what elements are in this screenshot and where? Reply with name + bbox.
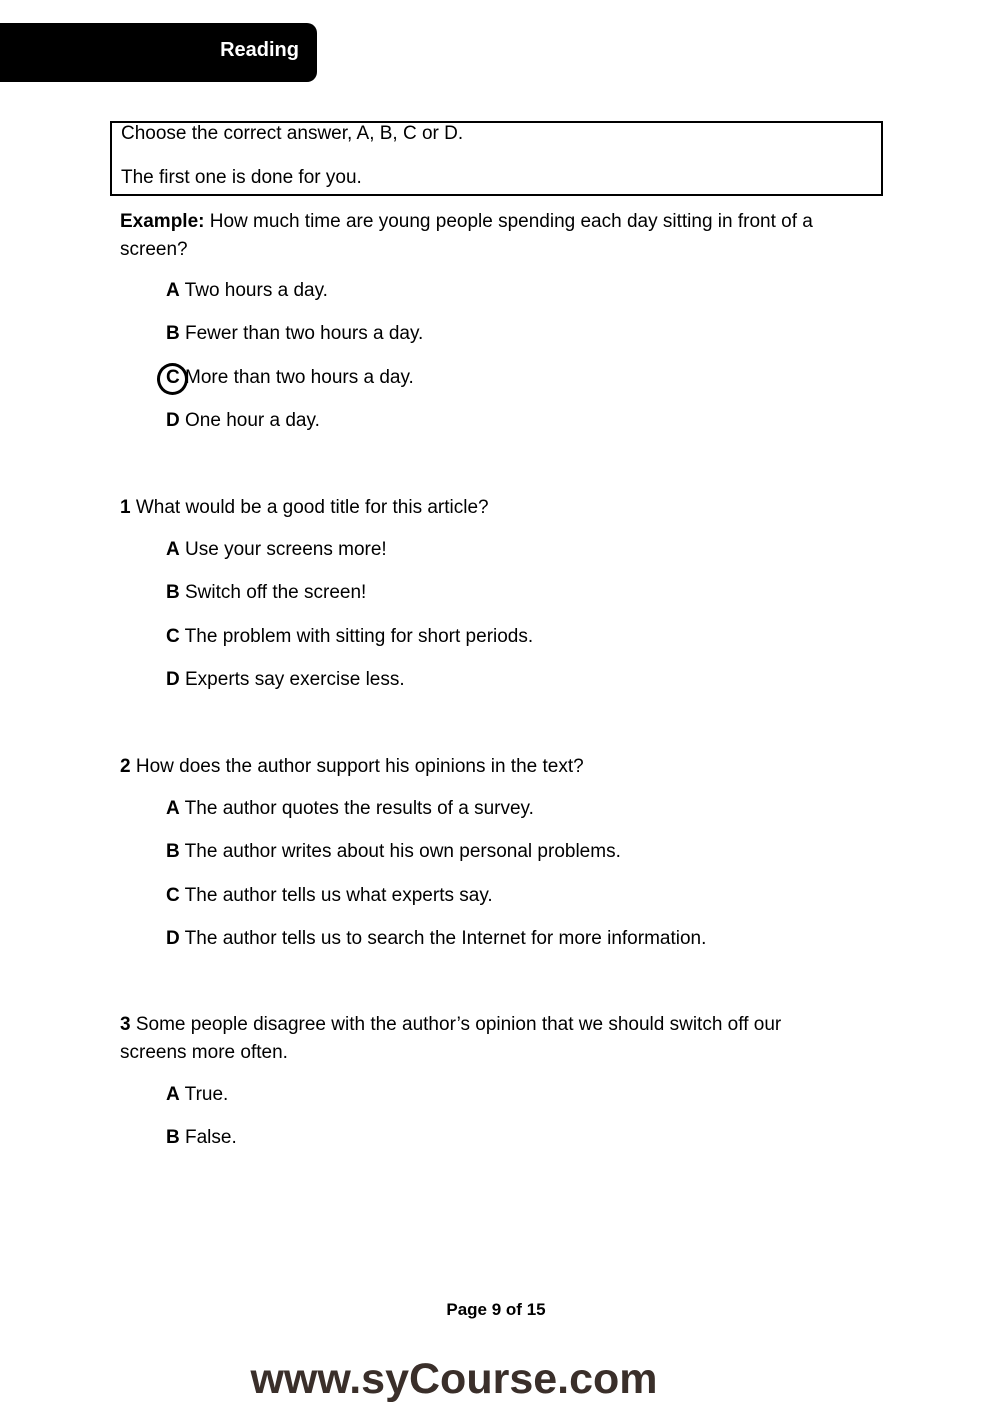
section-tab-label: Reading bbox=[220, 39, 299, 61]
option-letter: A bbox=[166, 280, 180, 301]
watermark: www.syCourse.com bbox=[250, 1355, 658, 1403]
option-letter: B bbox=[166, 582, 180, 603]
question-3 bbox=[120, 1011, 840, 1067]
q2-option-d bbox=[166, 925, 706, 953]
question-number: 2 bbox=[120, 756, 131, 777]
q3-option-b bbox=[166, 1124, 237, 1152]
option-text: The author writes about his own personal problems. bbox=[179, 841, 621, 862]
option-text: The problem with sitting for short periods. bbox=[179, 626, 534, 647]
question-number: 1 bbox=[120, 497, 131, 518]
page-current: 9 bbox=[491, 1300, 502, 1319]
option-letter: D bbox=[166, 928, 180, 949]
option-text: Experts say exercise less. bbox=[179, 669, 405, 690]
example-option-d bbox=[166, 407, 320, 435]
q1-option-d bbox=[166, 666, 405, 694]
example-option-b bbox=[166, 320, 423, 348]
page-of: of bbox=[501, 1300, 527, 1319]
option-text: True. bbox=[179, 1084, 229, 1105]
question-text: What would be a good title for this article? bbox=[130, 497, 489, 518]
q1-option-c bbox=[166, 623, 533, 651]
option-letter: C bbox=[166, 626, 180, 647]
q1-option-a bbox=[166, 536, 387, 564]
option-text: The author quotes the results of a survey. bbox=[179, 798, 534, 819]
option-letter: B bbox=[166, 841, 180, 862]
example-option-c bbox=[166, 364, 414, 392]
instructions-line-1: Choose the correct answer, A, B, C or D. bbox=[121, 123, 464, 144]
option-text: False. bbox=[179, 1127, 237, 1148]
option-text: More than two hours a day. bbox=[179, 367, 414, 388]
option-letter: B bbox=[166, 323, 180, 344]
question-text: Some people disagree with the author’s opinion that we should switch off our screens more often. bbox=[120, 1014, 782, 1063]
page-total: 15 bbox=[526, 1300, 546, 1319]
option-text: Fewer than two hours a day. bbox=[179, 323, 424, 344]
question-1 bbox=[120, 494, 860, 522]
option-letter: C bbox=[166, 885, 180, 906]
instructions-box bbox=[110, 121, 883, 196]
option-letter: A bbox=[166, 798, 180, 819]
option-letter: D bbox=[166, 410, 180, 431]
q2-option-b bbox=[166, 838, 621, 866]
q2-option-c bbox=[166, 882, 493, 910]
example-label: Example: bbox=[120, 211, 205, 232]
q3-option-a bbox=[166, 1081, 228, 1109]
option-letter: B bbox=[166, 1127, 180, 1148]
example-question-text: How much time are young people spending each day sitting in front of a screen? bbox=[120, 211, 813, 260]
instructions-line-2: The first one is done for you. bbox=[121, 167, 362, 188]
option-text: Switch off the screen! bbox=[179, 582, 367, 603]
option-letter: D bbox=[166, 669, 180, 690]
question-text: How does the author support his opinions in the text? bbox=[130, 756, 584, 777]
option-text: The author tells us to search the Internet for more information. bbox=[179, 928, 707, 949]
example-question bbox=[120, 208, 860, 264]
question-2 bbox=[120, 753, 860, 781]
question-number: 3 bbox=[120, 1014, 131, 1035]
option-letter: A bbox=[166, 539, 180, 560]
option-letter: A bbox=[166, 1084, 180, 1105]
q1-option-b bbox=[166, 579, 366, 607]
option-text: Use your screens more! bbox=[179, 539, 387, 560]
option-text: The author tells us what experts say. bbox=[179, 885, 493, 906]
q2-option-a bbox=[166, 795, 534, 823]
option-text: Two hours a day. bbox=[179, 280, 328, 301]
option-text: One hour a day. bbox=[179, 410, 320, 431]
option-letter: C bbox=[166, 367, 180, 388]
page-word: Page bbox=[446, 1300, 492, 1319]
example-option-a bbox=[166, 277, 328, 305]
page-number bbox=[0, 1300, 992, 1320]
section-tab bbox=[0, 23, 317, 82]
